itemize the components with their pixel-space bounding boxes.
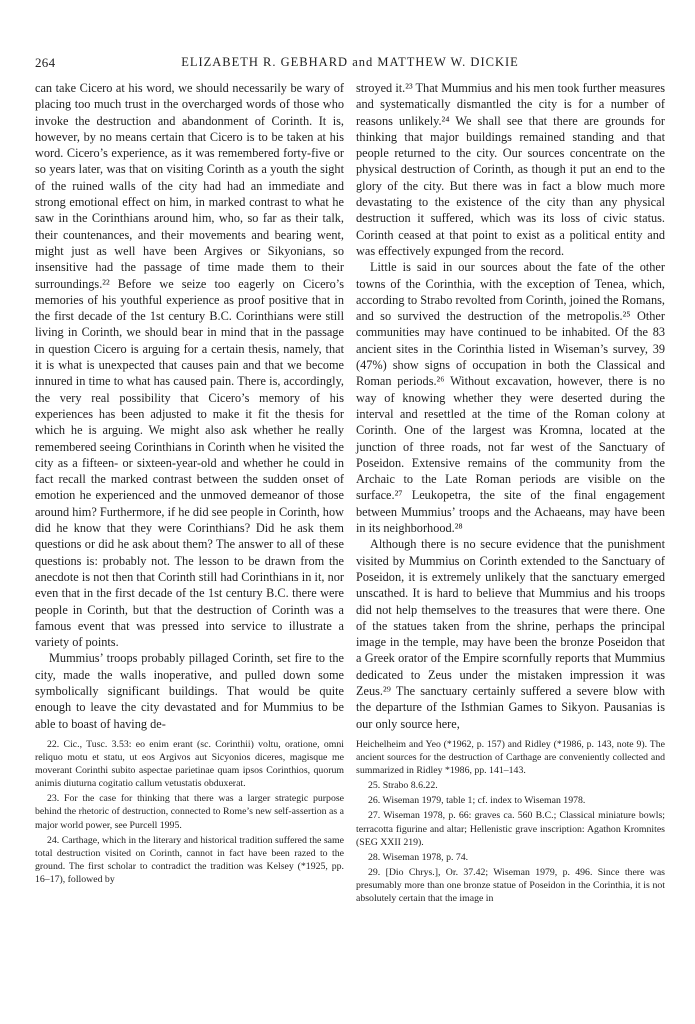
footnote-23: 23. For the case for thinking that there was a larger strategic purpose behind the rhetoric of destruction, connected to Rome’s new self-assertion as a major world power, see Purcell 1995.: [35, 793, 344, 831]
body-paragraph: Little is said in our sources about the fate of the other towns of the Corinthia, with the exception of Tenea, which, according to Strabo revolted from Corinth, joined the Romans, and so survived the destruction of the metropolis.²⁵ Other communities may have continued to be inhabited. Of the 83 ancient sites in the Corinthia listed in Wiseman’s survey, 39 (47%) show signs of occupation in both the Classical and Roman periods.²⁶ Without excavation, however, there is no way of knowing whether they were deserted during the interval and resettled at the time of the Roman colony at Corinth. One of the largest was Kromna, located at the junction of three roads, not far west of the Sanctuary of Poseidon. Extensive remains of the community from the Archaic to the Late Roman periods are visible on the surface.²⁷ Leukopetra, the site of the final engagement between Mummius’ troops and the Achaeans, may have been in its neighborhood.²⁸: [356, 260, 665, 536]
body-paragraph: Mummius’ troops probably pillaged Corinth, set fire to the city, made the walls inoperative, and pulled down some symbolically significant buildings. That would be quite enough to leave the city devastated and for Mummius to be able to boast of having de-: [35, 651, 344, 731]
footnote-26: 26. Wiseman 1979, table 1; cf. index to Wiseman 1978.: [368, 795, 586, 807]
body-paragraph: can take Cicero at his word, we should necessarily be wary of placing too much trust in the overcharged words of those who invoke the destruction and abandonment of Corinth. It is, however, by no means certain that Cicero is to be taken at his word. Cicero’s experience, as it was remembered forty-five or so years later, was that on visiting Corinth as a youth the sight of the ruined walls of the city had had an immediate and strong emotional effect on him, in marked contrast to what he saw in the Corinthians around him, who, so far as their talk, their countenances, and their movements and bearing went, might just as well have been Argives or Sikyonians, so insensitive had the passage of time made them to their surroundings.²² Before we seize too eagerly on Cicero’s memories of his youthful experience as proof positive that in the first decade of the 1st century B.C. Corinthians were still living in Corinth, we should bear in mind that in the passage in question Cicero is arguing for a certain thesis, namely, that it is what is unexpected that causes pain and that we become innured in time to what has caused pain. There is, accordingly, the very real possibility that Cicero’s memory of his experiences has been adjusted to make it fit the thesis for which he is arguing. We might also ask whether he really remembered seeing Corinthians in Corinth when he visited the city as a fifteen- or sixteen-year-old and whether he could in fact recall the marked contrast between the sudden onset of emotion he experienced and the unmoved demeanor of those around him? Furthermore, if he did see people in Corinth, how did he know that they were Corinthians? Did he ask them questions or did he ask about them? The answer to all of these questions is: probably not. The lesson to be drawn from the anecdote is not then that Corinth still had Corinthians in it, nor even that in the first decade of the 1st century B.C. there were people in Corinth, but that the destruction of Corinth was a famous event that was pressed into service to illustrate a variety of points.: [35, 81, 344, 650]
footnote-24-continuation: Heichelheim and Yeo (*1962, p. 157) and Ridley (*1986, p. 143, note 9). The ancient sources for the destruction of Carthage are conveniently collected and summarized in Ridley *1986, pp. 141–143.: [356, 739, 665, 777]
footnote-25: 25. Strabo 8.6.22.: [368, 780, 438, 792]
footnotes-left: [35, 738, 344, 888]
footnotes-right: [356, 738, 665, 907]
footnote-28: 28. Wiseman 1978, p. 74.: [368, 851, 469, 863]
footnote-24: 24. Carthage, which in the literary and historical tradition suffered the same total destruction visited on Corinth, cannot in fact have been razed to the ground. The first scholar to contradict the tradition was Kelsey (*1925, pp. 16–17), followed by: [35, 834, 344, 885]
page-header: [35, 55, 665, 75]
body-right-column: [356, 80, 665, 732]
body-paragraph: stroyed it.²³ That Mummius and his men took further measures and systematically dismantled the city is for a number of reasons unlikely.²⁴ We shall see that there are grounds for thinking that major buildings remained standing and that people returned to the city. Our sources concentrate on the physical destruction of Corinth, as though it put an end to the glory of the city. But there was in fact a blow much more devastating to the existence of the city than any physical destruction it suffered, which was its loss of civic status. Corinth ceased at that point to exist as a political entity and was effectively expunged from the record.: [356, 81, 665, 258]
body-left-column: [35, 80, 344, 732]
running-head: ELIZABETH R. GEBHARD and MATTHEW W. DICKIE: [181, 55, 519, 69]
page-number: 264: [35, 55, 56, 70]
footnote-29: 29. [Dio Chrys.], Or. 37.42; Wiseman 1979, p. 496. Since there was presumably more than one bronze statue of Poseidon in the Corinthia, it is not absolutely certain that the image in: [356, 866, 665, 905]
footnote-22: 22. Cic., Tusc. 3.53: eo enim erant (sc. Corinthii) voltu, oratione, omni reliquo motu et statu, ut eos Argivos aut Sicyonios diceres, magisque me moverant Corinthi subito aspectae parietinae quam ipsos Corinthios, quorum animis diuturna cogitatio callum vetustatis obduxerat.: [35, 739, 344, 790]
footnote-27: 27. Wiseman 1978, p. 66: graves ca. 560 B.C.; Classical miniature bowls; terracotta figurine and altar; Hellenistic grave inscription: Agathon Kromnites (SEG XXII 219).: [356, 810, 665, 848]
body-paragraph: Although there is no secure evidence that the punishment visited by Mummius on Corinth extended to the Sanctuary of Poseidon, it is extremely unlikely that the sanctuary emerged unscathed. It is hard to believe that Mummius and his troops did not help themselves to the treasures that were there. One of the statues taken from the shrine, perhaps the principal image in the temple, may have been the bronze Poseidon that a Greek orator of the Empire scornfully reports that Mummius dedicated to Zeus under the mistaken impression it was Zeus.²⁹ The sanctuary certainly suffered a severe blow with the departure of the Isthmian Games to Sikyon. Pausanias is our only source here,: [356, 537, 665, 731]
